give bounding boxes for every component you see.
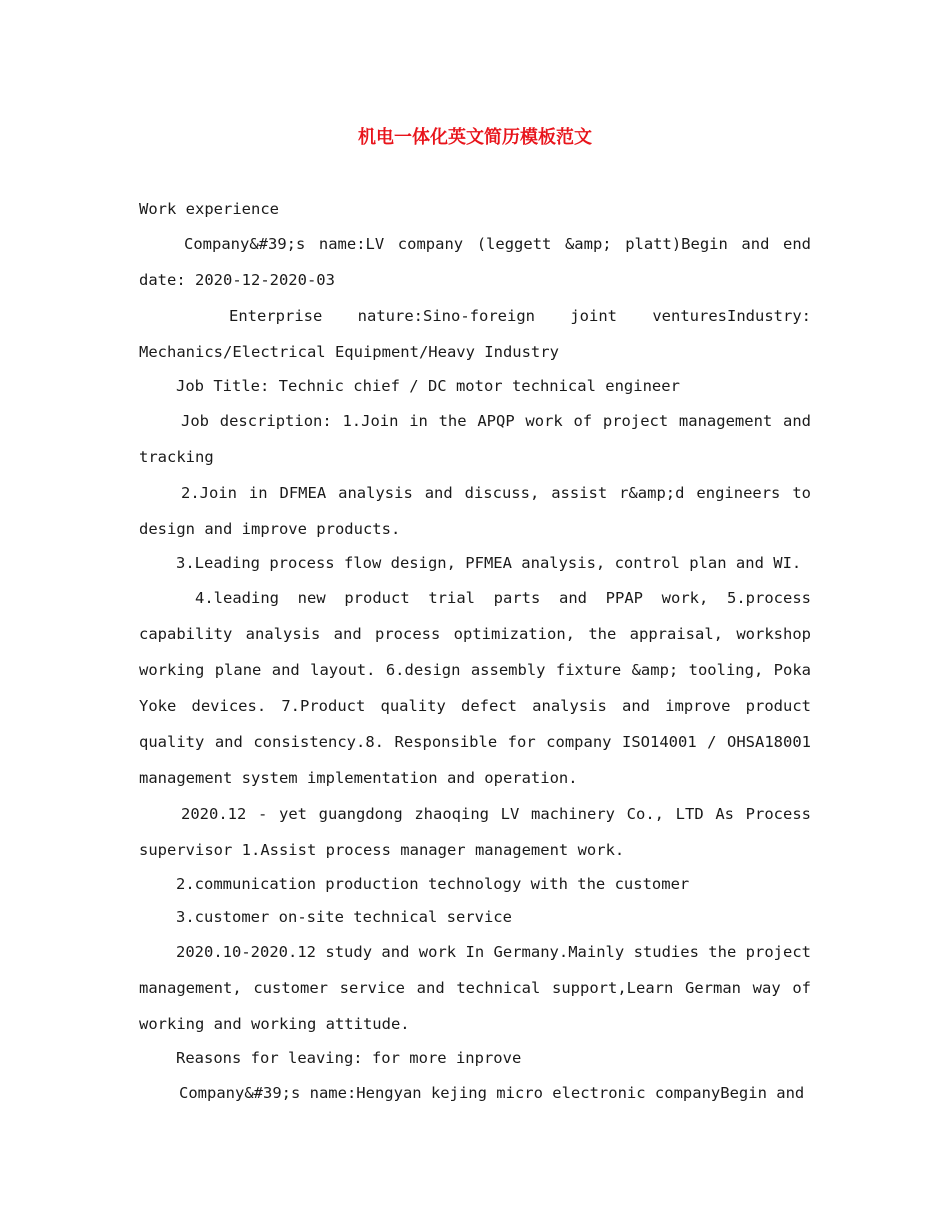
paragraph-item-3: 3.Leading process flow design, PFMEA analysis, control plan and WI. [176, 554, 802, 572]
paragraph-reasons-leaving: Reasons for leaving: for more inprove [176, 1049, 522, 1067]
paragraph-job-description: Job description: 1.Join in the APQP work of project management and tracking [139, 412, 811, 466]
paragraph-enterprise-nature: Enterprise nature:Sino-foreign joint venturesIndustry: Mechanics/Electrical Equipment/Heavy Industry [139, 307, 811, 361]
paragraph-lv-machinery: 2020.12 - yet guangdong zhaoqing LV machinery Co., LTD As Process supervisor 1.Assist process manager management work. [139, 805, 811, 859]
paragraph-communication: 2.communication production technology with the customer [176, 875, 690, 893]
paragraph-item-2: 2.Join in DFMEA analysis and discuss, assist r&amp;d engineers to design and improve products. [139, 484, 811, 538]
paragraph-company-hengyan: Company&#39;s name:Hengyan kejing micro electronic companyBegin and [179, 1084, 805, 1102]
section-heading: Work experience [139, 200, 279, 218]
paragraph-company-lv: Company&#39;s name:LV company (leggett &amp; platt)Begin and end date: 2020-12-2020-03 [139, 235, 811, 289]
paragraph-germany: 2020.10-2020.12 study and work In Germany.Mainly studies the project management, customer service and technical support,Learn German way of working and working attitude. [139, 943, 811, 1033]
document-title: 机电一体化英文简历模板范文 [358, 127, 592, 148]
paragraph-onsite-service: 3.customer on-site technical service [176, 908, 512, 926]
paragraph-job-title: Job Title: Technic chief / DC motor technical engineer [176, 377, 680, 395]
document-body [139, 193, 811, 1111]
paragraph-item-4-8: 4.leading new product trial parts and PPAP work, 5.process capability analysis and process optimization, the appraisal, workshop working plane and layout. 6.design assembly fixture &amp; tooling, Poka Yoke devices. 7.Product quality defect analysis and improve product quality and consistency.8. Responsible for company ISO14001 / OHSA18001 management system implementation and operation. [139, 589, 811, 787]
